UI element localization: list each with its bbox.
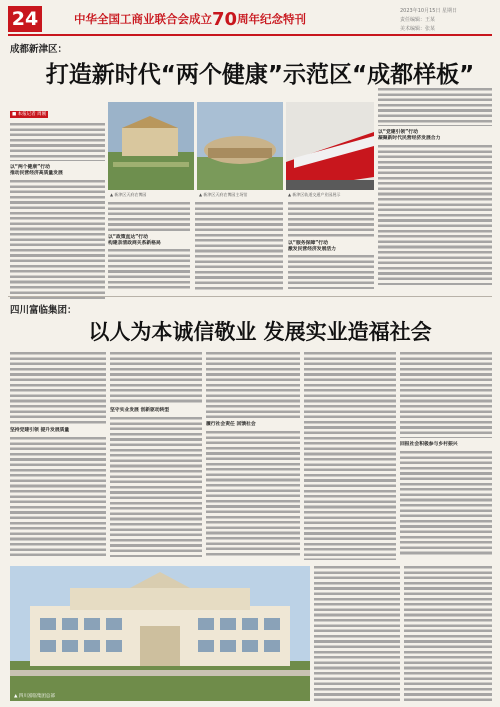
story1-kicker: 成都新津区： xyxy=(10,44,68,55)
subhead: 推动民营经济高质量发展 xyxy=(10,171,63,176)
story2-col3 xyxy=(206,352,300,560)
photo-caption: ▲ 四川富临集团总部 xyxy=(14,694,55,699)
masthead-tail: 周年纪念特刊 xyxy=(237,12,307,26)
body-text xyxy=(10,352,106,424)
story2-col1 xyxy=(10,352,106,560)
story2-col2 xyxy=(110,352,202,560)
story1-col1 xyxy=(10,100,105,290)
story2-col6 xyxy=(314,566,400,701)
subhead: 以“政策直达”行动 xyxy=(108,235,148,240)
body-text xyxy=(206,431,300,557)
body-text xyxy=(288,255,374,289)
body-text xyxy=(195,202,283,290)
body-text xyxy=(400,451,492,557)
photo-caption: ▲ 新津区天府农博园 xyxy=(110,192,147,197)
body-text xyxy=(378,145,492,285)
body-text xyxy=(110,417,202,557)
masthead-org: 中华全国工商业联合会成立 xyxy=(74,12,212,26)
story2-col4 xyxy=(304,352,396,560)
section-divider xyxy=(8,296,492,297)
page-number: 24 xyxy=(8,6,42,32)
body-text xyxy=(304,352,396,560)
subhead: 凝聚新时代民营经济发展合力 xyxy=(378,136,441,141)
body-text xyxy=(400,352,492,438)
photo-agri-park xyxy=(108,102,194,190)
meta-line: 美术编辑：张某 xyxy=(400,26,436,32)
body-text xyxy=(108,202,190,232)
hq-building-photo xyxy=(10,566,310,701)
story1-col2 xyxy=(108,202,190,290)
story1-photos xyxy=(108,102,374,198)
photo-main-hall xyxy=(197,102,283,190)
issue-meta xyxy=(400,7,492,35)
subhead: 回报社会积极参与乡村振兴 xyxy=(400,442,458,447)
story1-col-right xyxy=(378,88,492,290)
body-text xyxy=(314,566,400,701)
body-text xyxy=(10,180,105,302)
story2-col7 xyxy=(404,566,492,701)
story2-headline: 以人为本诚信敬业 发展实业造福社会 xyxy=(88,320,432,344)
photo-rail-industry xyxy=(286,102,374,190)
body-text xyxy=(110,352,202,404)
body-text xyxy=(404,566,492,701)
body-text xyxy=(108,249,190,289)
subhead: 以“党建引领”行动 xyxy=(378,130,418,135)
photo-caption: ▲ 新津区天府农博园主场馆 xyxy=(199,192,248,197)
subhead: 以“两个健康”行动 xyxy=(10,165,50,170)
masthead xyxy=(74,9,334,29)
story1-headline: 打造新时代“两个健康”示范区“成都样板” xyxy=(45,62,475,88)
story2-kicker: 四川富临集团： xyxy=(10,305,77,316)
subhead: 以“服务保障”行动 xyxy=(288,241,328,246)
body-text xyxy=(206,352,300,418)
story2-col5 xyxy=(400,352,492,560)
meta-line: 2023年10月15日 星期日 xyxy=(400,8,458,14)
masthead-number: 70 xyxy=(212,9,238,30)
photo-caption: ▲ 新津区轨道交通产业园展示 xyxy=(288,192,341,197)
story1-col3 xyxy=(195,202,283,290)
body-text xyxy=(378,88,492,126)
meta-line: 责任编辑：王某 xyxy=(400,17,436,23)
story2-photo xyxy=(10,566,310,701)
subhead: 坚持党建引领 提升发展质量 xyxy=(10,428,70,433)
subhead: 构建亲清政商关系新格局 xyxy=(108,241,161,246)
story1-byline: ■ 本报记者 周刚 xyxy=(12,112,47,117)
header-rule xyxy=(8,34,492,36)
subhead: 坚守实业发展 创新驱动转型 xyxy=(110,408,170,413)
story1-photo-strip xyxy=(108,102,374,198)
subhead: 激发民营经济发展活力 xyxy=(288,247,336,252)
body-text xyxy=(10,437,106,557)
body-text xyxy=(10,123,105,161)
subhead: 履行社会责任 回馈社会 xyxy=(206,422,256,427)
story1-col4 xyxy=(288,202,374,290)
body-text xyxy=(288,202,374,238)
